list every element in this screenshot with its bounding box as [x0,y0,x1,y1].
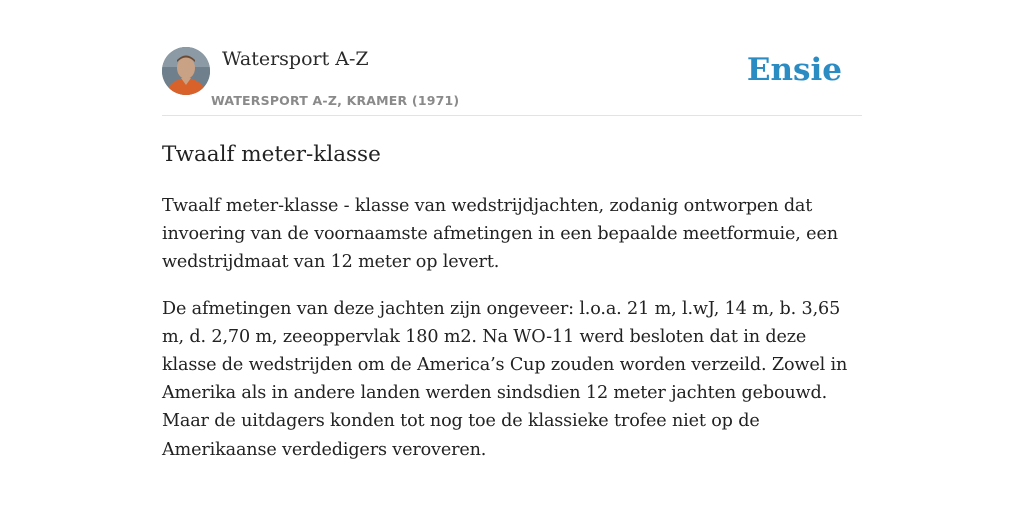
header-divider [162,115,862,116]
entry-content [162,192,862,482]
page-header [162,44,862,116]
entry-title: Twaalf meter-klasse [162,142,381,167]
ensie-logo-link[interactable]: Ensie [746,52,842,88]
source-title[interactable]: Watersport A-Z [222,48,369,70]
person-photo-icon [162,47,210,95]
source-subtitle: WATERSPORT A-Z, KRAMER (1971) [211,93,460,108]
author-avatar[interactable] [162,47,210,95]
entry-paragraph: De afmetingen van deze jachten zijn ongeveer: l.o.a. 21 m, l.wJ, 14 m, b. 3,65 m, d. 2,70 m, zeeoppervlak 180 m2. Na WO-11 werd besloten dat in deze klasse de wedstrijden om de America’s Cup zouden worden verzeild. Zowel in Amerika als in andere landen werden sindsdien 12 meter jachten gebouwd. Maar de uitdagers konden tot nog toe de klassieke trofee niet op de Amerikaanse verdedigers veroveren. [162,298,848,460]
entry-paragraph: Twaalf meter-klasse - klasse van wedstrijdjachten, zodanig ontworpen dat invoering van de voornaamste afmetingen in een bepaalde meetformuie, een wedstrijdmaat van 12 meter op levert. [162,196,838,273]
